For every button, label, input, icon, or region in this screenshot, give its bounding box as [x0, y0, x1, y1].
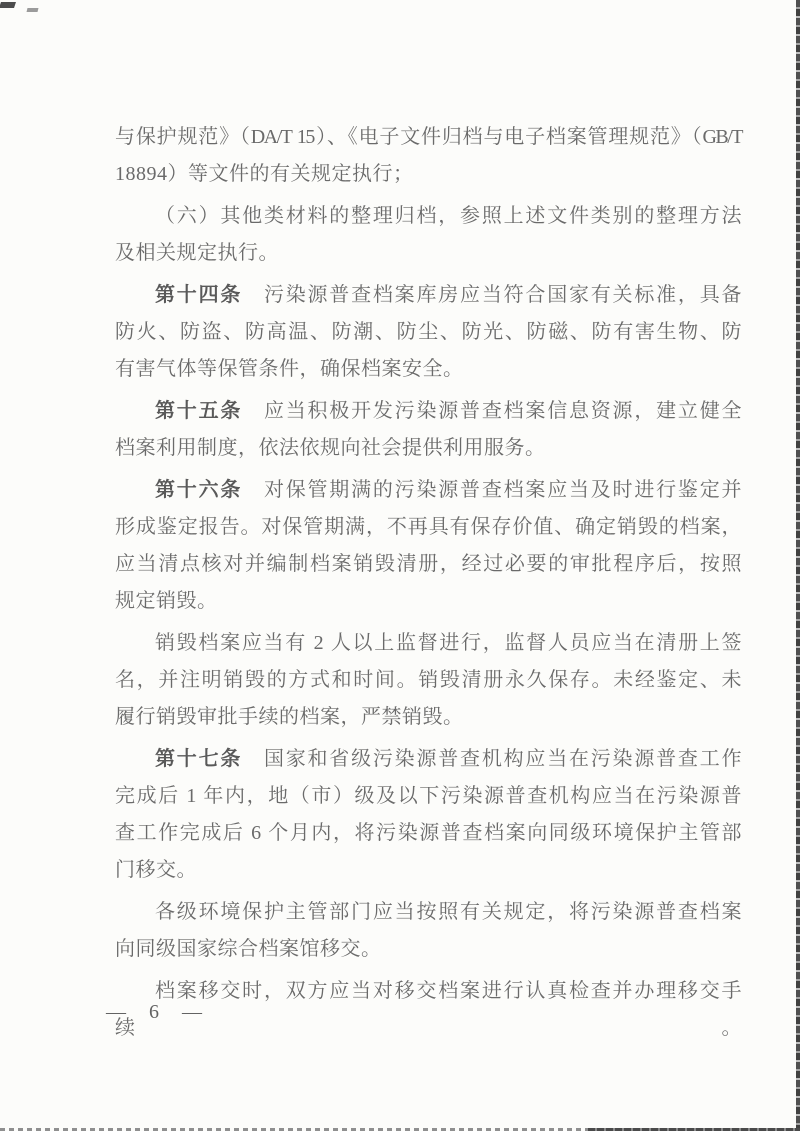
- text-line: 档案利用制度，依法依规向社会提供利用服务。: [115, 437, 546, 459]
- paragraph: [115, 198, 742, 272]
- text-line: 应当清点核对并编制档案销毁清册，经过必要的审批程序后，按照: [115, 553, 742, 575]
- scan-corner-mark-faint: [27, 8, 39, 12]
- document-body: [115, 119, 743, 1039]
- text-line: 18894）等文件的有关规定执行；: [115, 163, 414, 185]
- text-line: 第十七条 国家和省级污染源普查机构应当在污染源普查工作: [155, 748, 743, 770]
- paragraph: [115, 393, 742, 467]
- article-number: 第十七条: [155, 748, 243, 770]
- paragraph: [115, 472, 742, 620]
- text-line: 各级环境保护主管部门应当按照有关规定，将污染源普查档案: [155, 901, 742, 923]
- text-line: 第十六条 对保管期满的污染源普查档案应当及时进行鉴定并: [155, 479, 743, 501]
- page-number: — 6 —: [106, 1001, 211, 1023]
- scan-edge-right-artifact: [796, 0, 800, 1131]
- text-line: 完成后 1 年内，地（市）级及以下污染源普查机构应当在污染源普: [115, 785, 742, 807]
- text-line: 及相关规定执行。: [115, 242, 279, 264]
- text-line: 第十四条 污染源普查档案库房应当符合国家有关标准，具备: [155, 284, 743, 306]
- paragraph: [115, 741, 742, 889]
- text-line: 查工作完成后 6 个月内，将污染源普查档案向同级环境保护主管部: [115, 822, 742, 844]
- text-line: 与保护规范》（DA/T 15）、《电子文件归档与电子档案管理规范》（GB/T: [115, 126, 742, 148]
- scan-corner-mark: [0, 2, 16, 8]
- paragraph: [115, 894, 742, 968]
- paragraph: [115, 277, 742, 388]
- text-line: （六）其他类材料的整理归档，参照上述文件类别的整理方法: [155, 205, 742, 227]
- text-line: 档案移交时，双方应当对移交档案进行认真检查并办理移交手续。: [115, 980, 742, 1039]
- article-number: 第十四条: [155, 284, 243, 306]
- text-line: 第十五条 应当积极开发污染源普查档案信息资源，建立健全: [155, 400, 743, 422]
- text-line: 销毁档案应当有 2 人以上监督进行，监督人员应当在清册上签: [155, 632, 742, 654]
- paragraph: [115, 119, 742, 193]
- article-number: 第十五条: [155, 400, 243, 422]
- article-number: 第十六条: [155, 479, 243, 501]
- text-line: 形成鉴定报告。对保管期满，不再具有保存价值、确定销毁的档案，: [115, 516, 742, 538]
- text-line: 防火、防盗、防高温、防潮、防尘、防光、防磁、防有害生物、防: [115, 321, 742, 343]
- text-line: 名，并注明销毁的方式和时间。销毁清册永久保存。未经鉴定、未: [115, 669, 742, 691]
- text-line: 向同级国家综合档案馆移交。: [115, 938, 382, 960]
- text-line: 规定销毁。: [115, 590, 218, 612]
- text-line: 门移交。: [115, 859, 197, 881]
- text-line: 有害气体等保管条件，确保档案安全。: [115, 358, 464, 380]
- paragraph: [115, 625, 742, 736]
- text-line: 履行销毁审批手续的档案，严禁销毁。: [115, 706, 464, 728]
